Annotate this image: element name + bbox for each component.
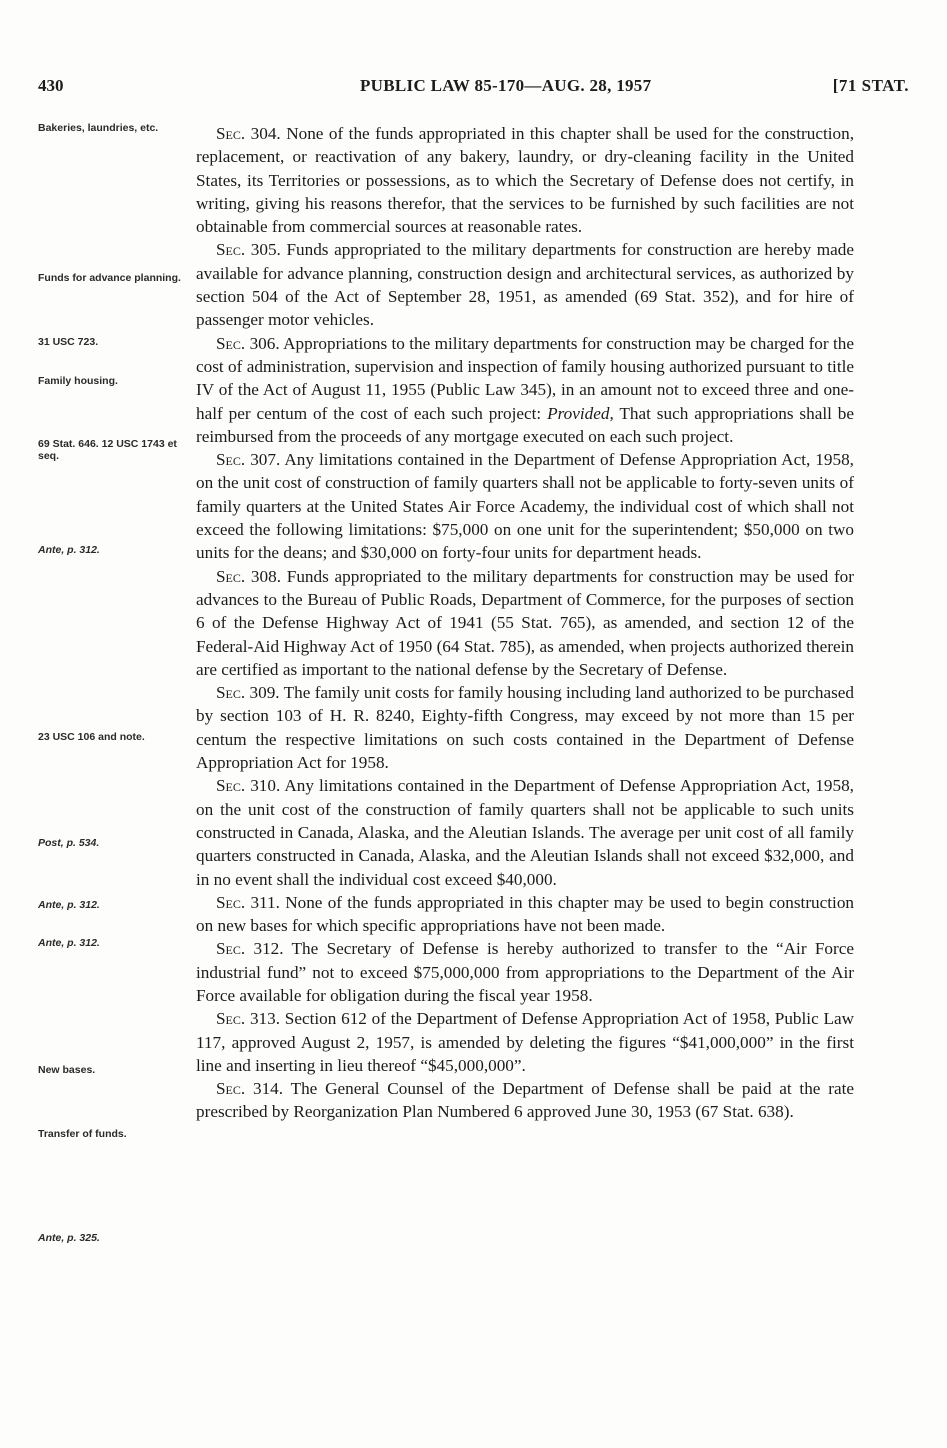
proviso: Provided, — [547, 403, 614, 423]
section-309 — [196, 681, 854, 774]
margin-note-advance-planning: Funds for advance planning. — [38, 272, 181, 284]
section-text: None of the funds appropriated in this chapter shall be used for the construction, replacement, or reactivation of any bakery, laundry, or dry-cleaning facility in the United States, its Territories or possessions, as to which the Secretary of Defense does not certify, in writing, giving his reasons therefor, that the services to be furnished by such facilities are not obtainable from commercial sources at reasonable rates. — [196, 124, 854, 237]
section-307 — [196, 448, 854, 564]
section-313 — [196, 1007, 854, 1077]
margin-note-transfer-funds: Transfer of funds. — [38, 1128, 127, 1140]
section-text: Funds appropriated to the military departments for construction may be used for advances to the Bureau of Public Roads, Department of Commerce, for the purposes of section 6 of the Defense Highway Act of 1941 (55 Stat. 765), as amended, and section 12 of the Federal-Aid Highway Act of 1950 (64 Stat. 785), as amended, when projects authorized therein are certified as important to the national defense by the Secretary of Defense. — [196, 566, 854, 679]
section-text: Appropriations to the military departments for construction may be charged for the cost of administration, supervision and inspection of family housing authorized pursuant to title IV of the Act of August 11, 1955 (Public Law 345), in an amount not to exceed three and one-half per centum of the cost of each such project: — [196, 333, 854, 423]
section-311 — [196, 891, 854, 938]
margin-note-usc-723: 31 USC 723. — [38, 336, 99, 348]
section-label: Sec. 304. — [216, 124, 281, 143]
section-label: Sec. 309. — [216, 683, 280, 703]
section-label: Sec. 306. — [216, 333, 280, 353]
running-title: PUBLIC LAW 85-170—AUG. 28, 1957 — [360, 76, 652, 95]
margin-note-ante-312-a: Ante, p. 312. — [38, 544, 100, 556]
section-label: Sec. 307. — [216, 450, 281, 470]
section-label: Sec. 314. — [216, 1079, 284, 1099]
section-text: Funds appropriated to the military departments for construction are hereby made available for advance planning, construction design and architectural services, as authorized by section 504 of the Act of September 28, 1951, as amended (69 Stat. 352), and for hire of passenger motor vehicles. — [196, 240, 854, 330]
section-312 — [196, 937, 854, 1007]
body-text — [196, 122, 854, 1124]
section-text: The family unit costs for family housing including land authorized to be purchased by section 103 of H. R. 8240, Eighty-fifth Congress, may exceed by not more than 15 per centum the respective limitations on such costs contained in the Department of Defense Appropriation Act for 1958. — [196, 683, 854, 773]
section-text: Any limitations contained in the Department of Defense Appropriation Act, 1958, on the unit cost of the construction of family quarters shall not be applicable to such units constructed in Canada, Alaska, and the Aleutian Islands. The average per unit cost of all family quarters constructed in Canada, Alaska, and the Aleutian Islands shall not exceed $32,000, and in no event shall the individual cost exceed $40,000. — [196, 776, 854, 889]
margin-note-ante-312-b: Ante, p. 312. — [38, 899, 100, 911]
section-text-after: That such appropriations shall be reimbursed from the proceeds of any mortgage executed on each such project. — [196, 403, 854, 446]
section-text: None of the funds appropriated in this chapter may be used to begin construction on new bases for which specific appropriations have not been made. — [196, 892, 855, 936]
section-305 — [196, 238, 854, 331]
margin-note-post-534: Post, p. 534. — [38, 837, 100, 849]
margin-note-family-housing: Family housing. — [38, 375, 118, 387]
section-304 — [196, 122, 854, 238]
margin-note-new-bases: New bases. — [38, 1064, 96, 1076]
section-text: Section 612 of the Department of Defense Appropriation Act of 1958, Public Law 117, approved August 2, 1957, is amended by deleting the figures “$41,000,000” in the first line and inserting in lieu thereof “$45,000,000”. — [196, 1009, 854, 1075]
section-label: Sec. 308. — [216, 566, 282, 586]
section-label: Sec. 311. — [216, 892, 280, 912]
section-label: Sec. 305. — [216, 240, 281, 260]
section-310 — [196, 774, 854, 890]
section-text: The General Counsel of the Department of Defense shall be paid at the rate prescribed by Reorganization Plan Numbered 6 approved June 30, 1953 (67 Stat. 638). — [196, 1079, 854, 1122]
margin-note-usc-106: 23 USC 106 and note. — [38, 731, 145, 743]
section-label: Sec. 310. — [216, 776, 281, 796]
section-text: Any limitations contained in the Department of Defense Appropriation Act, 1958, on the unit cost of construction of family quarters shall not be applicable to forty-seven units of family quarters at the United States Air Force Academy, the individual cost of which shall not exceed the following limitations: $75,000 on one unit for the superintendent; $50,000 on two units for the deans; and $30,000 on forty-four units for department heads. — [196, 450, 854, 563]
statute-reference: [71 STAT. — [832, 76, 909, 95]
page-header — [38, 76, 909, 100]
section-label: Sec. 312. — [216, 939, 284, 959]
section-314 — [196, 1077, 854, 1124]
section-label: Sec. 313. — [216, 1009, 281, 1029]
margin-note-bakeries: Bakeries, laundries, etc. — [38, 122, 159, 134]
page-number: 430 — [38, 76, 64, 95]
margin-note-ante-312-c: Ante, p. 312. — [38, 937, 100, 949]
section-306 — [196, 332, 854, 448]
section-308 — [196, 565, 854, 681]
margin-note-ante-325: Ante, p. 325. — [38, 1232, 100, 1244]
section-text: The Secretary of Defense is hereby authorized to transfer to the “Air Force industrial fund” not to exceed $75,000,000 from appropriations to the Department of the Air Force available for obligation during the fiscal year 1958. — [196, 939, 854, 1005]
margin-note-stat-646: 69 Stat. 646. 12 USC 1743 et seq. — [38, 438, 177, 462]
